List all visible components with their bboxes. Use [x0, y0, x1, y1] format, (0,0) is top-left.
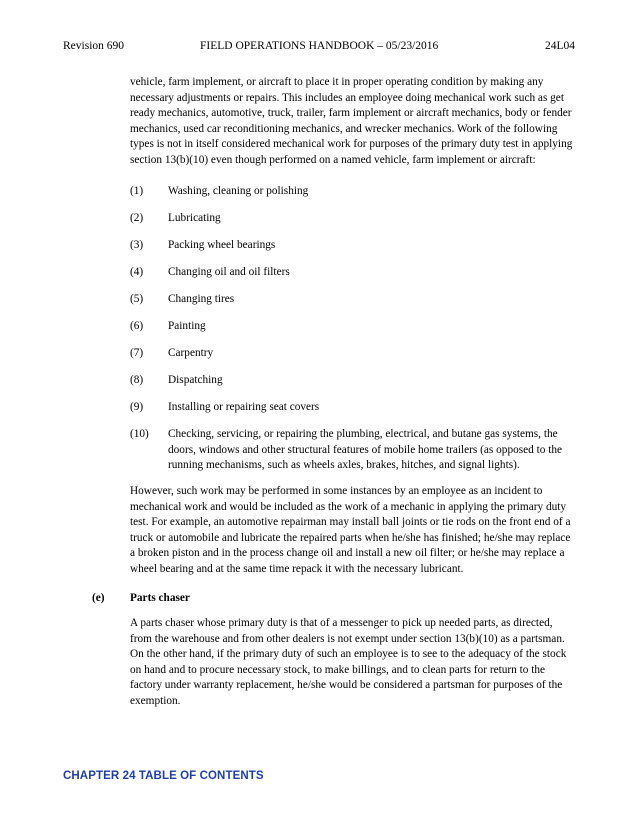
list-item-text: Carpentry: [168, 347, 214, 359]
intro-paragraph: vehicle, farm implement, or aircraft to place it in proper operating condition by making any necessary adjustments or repairs. This includes an employee doing mechanical work such as get ready mechanics, automotive, truck, trailer, farm implement or aircraft mechanics, body or fender mechanics, used car reconditioning mechanics, and wrecker mechanics. Work of the following types is not in itself considered mechanical work for purposes of the primary duty test in applying section 13(b)(10) even though performed on a named vehicle, farm implement or aircraft:: [130, 76, 573, 166]
list-item-text: Dispatching: [168, 374, 223, 386]
list-item-text: Lubricating: [168, 212, 221, 224]
list-item-text: Changing oil and oil filters: [168, 266, 290, 278]
list-item-text: Checking, servicing, or repairing the plumbing, electrical, and butane gas systems, the doors, windows and other structural features of mobile home trailers (as opposed to the running mechanisms, such as wheels axles, brakes, hitches, and signal lights).: [168, 428, 563, 472]
list-item-number: (8): [130, 374, 144, 386]
list-item-text: Installing or repairing seat covers: [168, 401, 320, 413]
revision-label: Revision 690: [63, 40, 125, 52]
list-item-number: (3): [130, 239, 144, 251]
list-item-number: (10): [130, 428, 149, 440]
page-header: [63, 38, 575, 54]
however-paragraph: However, such work may be performed in some instances by an employee as an incident to mechanical work and would be included as the work of a mechanic in applying the primary duty test. For example, an automotive repairman may install ball joints or tie rods on the front end of a truck or automobile and lubricate the repaired parts when he/she has finished; he/she may replace a broken piston and in the process change oil and install a new oil filter; or he/she may replace a wheel bearing and at the same time repack it with the necessary lubricant.: [130, 485, 571, 575]
handbook-title: FIELD OPERATIONS HANDBOOK – 05/23/2016: [200, 40, 439, 52]
parts-chaser-paragraph: A parts chaser whose primary duty is that of a messenger to pick up needed parts, as directed, from the warehouse and from other dealers is not exempt under section 13(b)(10) as a partsman. On the other hand, if the primary duty of such an employee is to see to the adequacy of the stock on hand and to procure necessary stock, to make billings, and to clean parts for return to the factory under warranty replacement, he/she would be considered a partsman for purposes of the exemption.: [130, 617, 567, 707]
list-item-number: (5): [130, 293, 144, 305]
list-item-number: (1): [130, 185, 144, 197]
list-item-text: Painting: [168, 320, 206, 332]
list-item-text: Packing wheel bearings: [168, 239, 276, 251]
section-label: (e): [92, 592, 105, 604]
table-of-contents-link[interactable]: CHAPTER 24 TABLE OF CONTENTS: [63, 770, 264, 782]
list-item-number: (6): [130, 320, 144, 332]
list-item-number: (9): [130, 401, 144, 413]
list-item-number: (4): [130, 266, 144, 278]
list-item-number: (2): [130, 212, 144, 224]
section-title: Parts chaser: [130, 592, 190, 604]
list-item-text: Changing tires: [168, 293, 235, 305]
chapter-code: 24L04: [544, 40, 575, 52]
list-item-number: (7): [130, 347, 144, 359]
list-item-text: Washing, cleaning or polishing: [168, 185, 309, 197]
